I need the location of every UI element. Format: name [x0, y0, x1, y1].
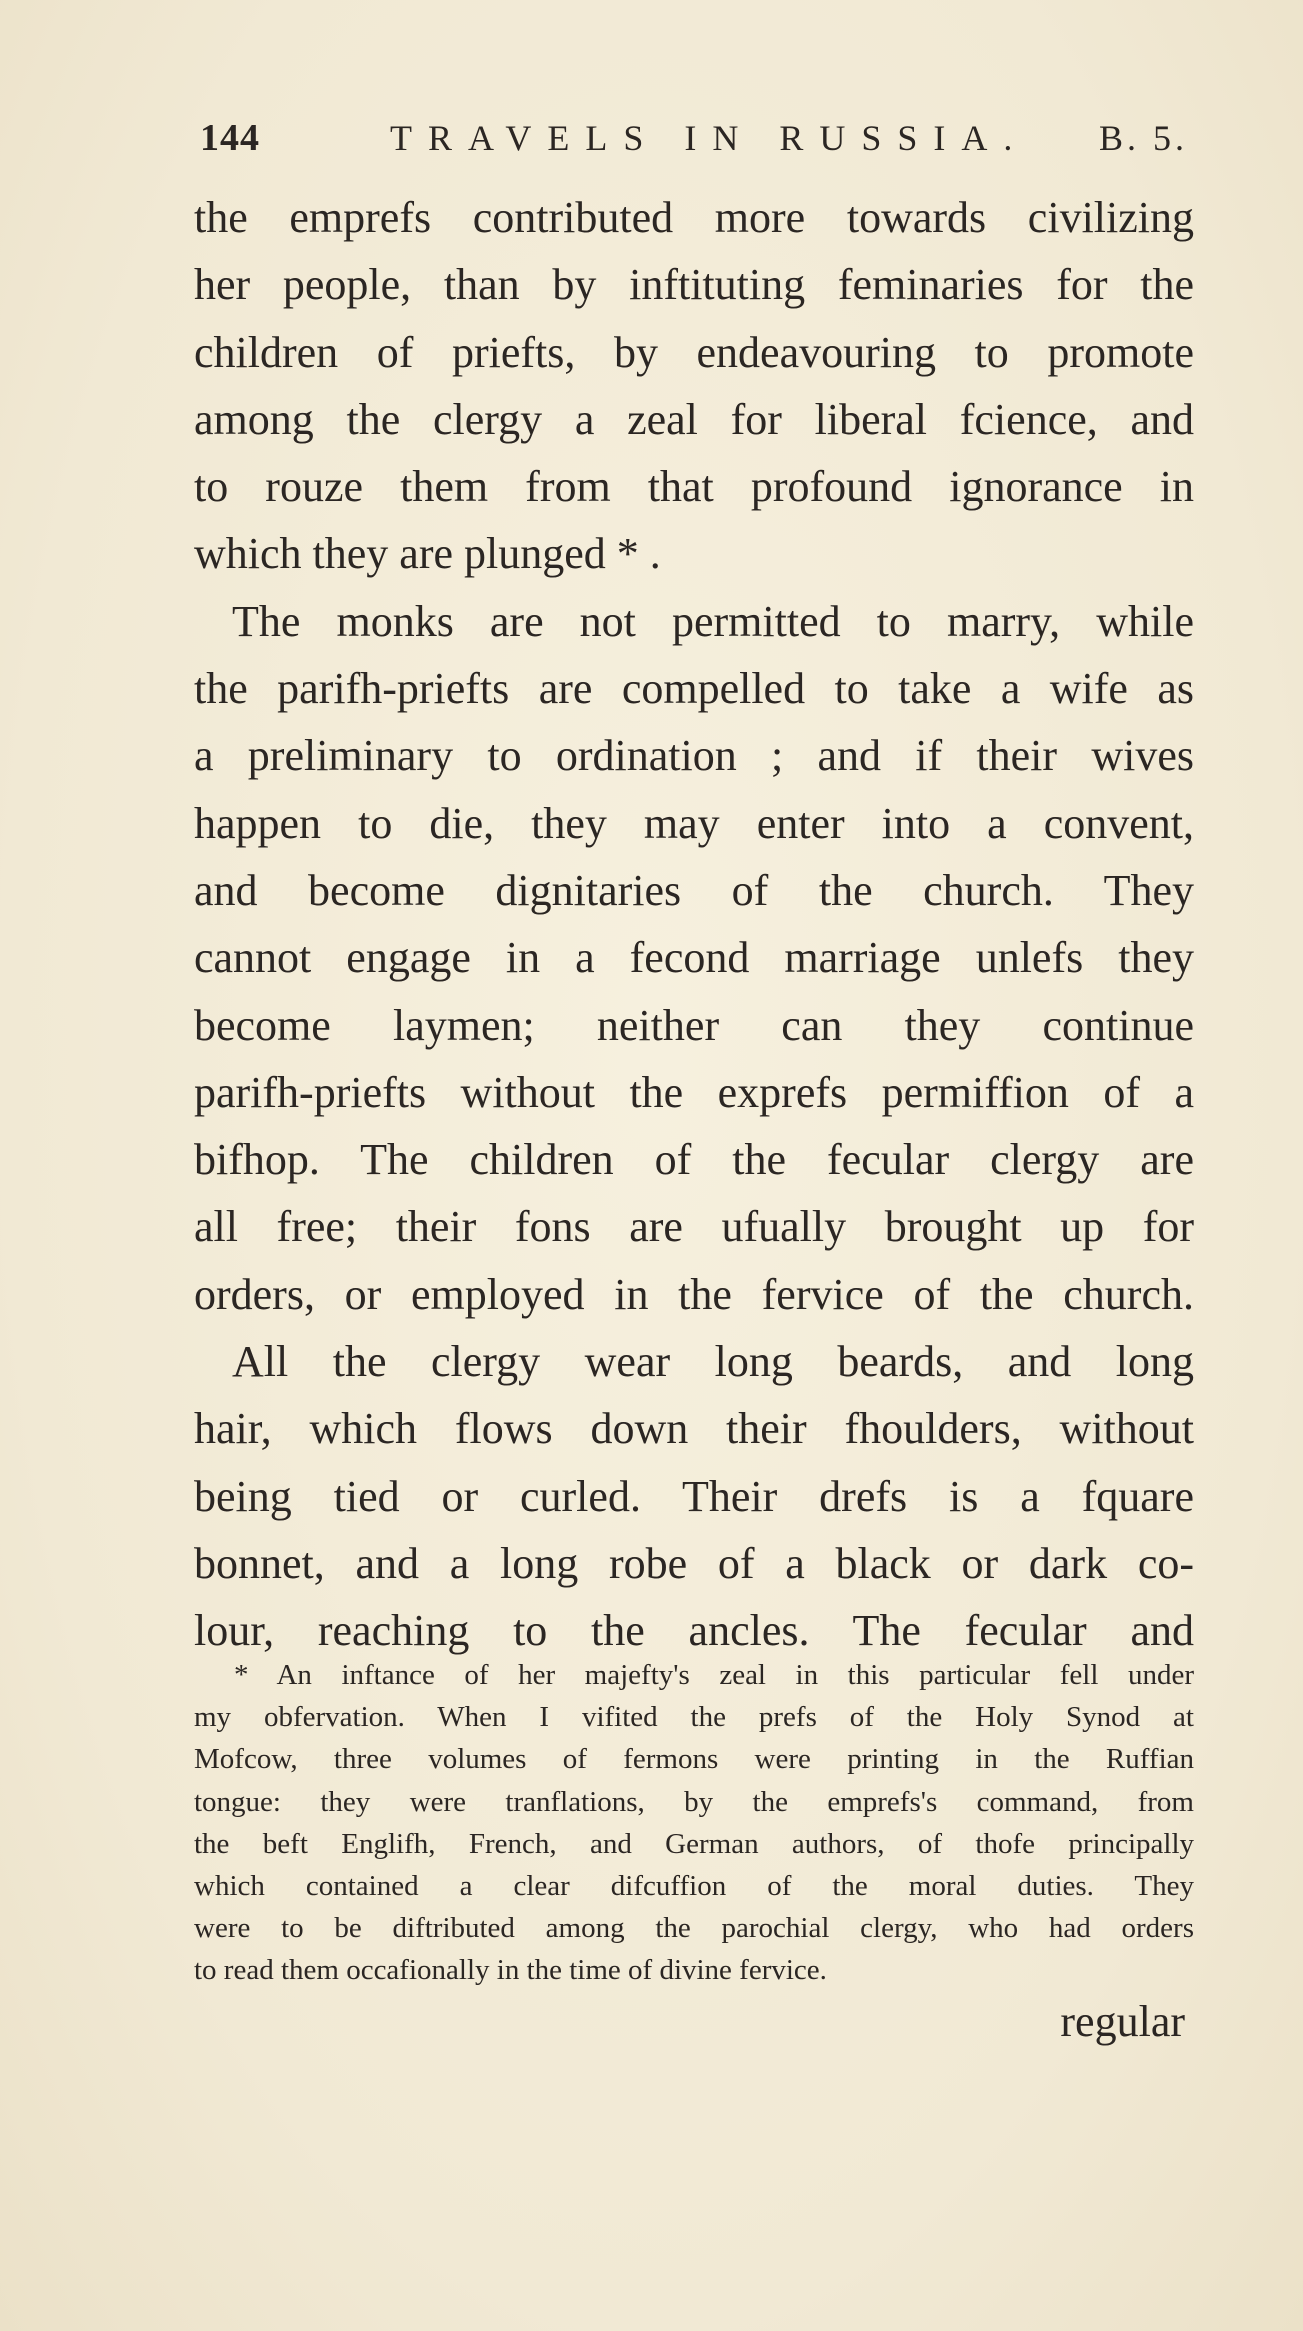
text-line: being tied or curled. Their drefs is a fquare	[194, 1471, 1194, 1521]
footnote-line: tongue: they were tranflations, by the emprefs's command, from	[194, 1785, 1194, 1818]
text-line: become laymen; neither can they continue	[194, 1000, 1194, 1050]
text-line: cannot engage in a fecond marriage unlefs they	[194, 933, 1194, 983]
catchword: regular	[1060, 1997, 1185, 2046]
footnote-line: the beft Englifh, French, and German authors, of thofe principally	[194, 1827, 1194, 1860]
text-line: orders, or employed in the fervice of the church.	[194, 1269, 1194, 1319]
text-line: children of priefts, by endeavouring to promote	[194, 327, 1194, 377]
footnote-line: were to be diftributed among the parochial clergy, who had orders	[194, 1912, 1194, 1945]
book-reference: B. 5.	[1098, 118, 1188, 158]
text-line: a preliminary to ordination ; and if their wives	[194, 731, 1194, 781]
footnote-line: * An inftance of her majefty's zeal in this particular fell under	[234, 1659, 1194, 1691]
text-line: and become dignitaries of the church. They	[194, 865, 1194, 915]
running-title: TRAVELS IN RUSSIA.	[390, 118, 1029, 158]
text-line: her people, than by inftituting feminaries for the	[194, 260, 1194, 310]
text-line: bonnet, and a long robe of a black or dark co-	[194, 1538, 1194, 1588]
text-line: the emprefs contributed more towards civilizing	[194, 193, 1194, 242]
footnote	[194, 1654, 1194, 1992]
text-line: lour, reaching to the ancles. The fecular and	[194, 1606, 1194, 1656]
main-text	[194, 184, 1194, 1665]
text-line: which they are plunged * .	[194, 529, 661, 579]
text-line: bifhop. The children of the fecular clergy are	[194, 1135, 1194, 1185]
text-line: the parifh-priefts are compelled to take a wife as	[194, 664, 1194, 714]
page-number: 144	[200, 117, 260, 159]
text-line: all free; their fons are ufually brought up for	[194, 1202, 1194, 1252]
text-line: hair, which flows down their fhoulders, without	[194, 1404, 1194, 1454]
running-header	[200, 112, 1188, 164]
text-line: among the clergy a zeal for liberal fcience, and	[194, 394, 1194, 444]
footnote-line: Mofcow, three volumes of fermons were printing in the Ruffian	[194, 1743, 1194, 1776]
text-line: parifh-priefts without the exprefs permiffion of a	[194, 1067, 1194, 1117]
footnote-line: which contained a clear difcuffion of the moral duties. They	[194, 1869, 1194, 1902]
text-line: The monks are not permitted to marry, while	[232, 596, 1194, 646]
text-line: to rouze them from that profound ignorance in	[194, 462, 1194, 512]
text-line: happen to die, they may enter into a convent,	[194, 798, 1194, 848]
footnote-line: to read them occafionally in the time of divine fervice.	[194, 1954, 827, 1987]
footnote-line: my obfervation. When I vifited the prefs of the Holy Synod at	[194, 1701, 1194, 1734]
text-line: All the clergy wear long beards, and long	[232, 1337, 1194, 1387]
